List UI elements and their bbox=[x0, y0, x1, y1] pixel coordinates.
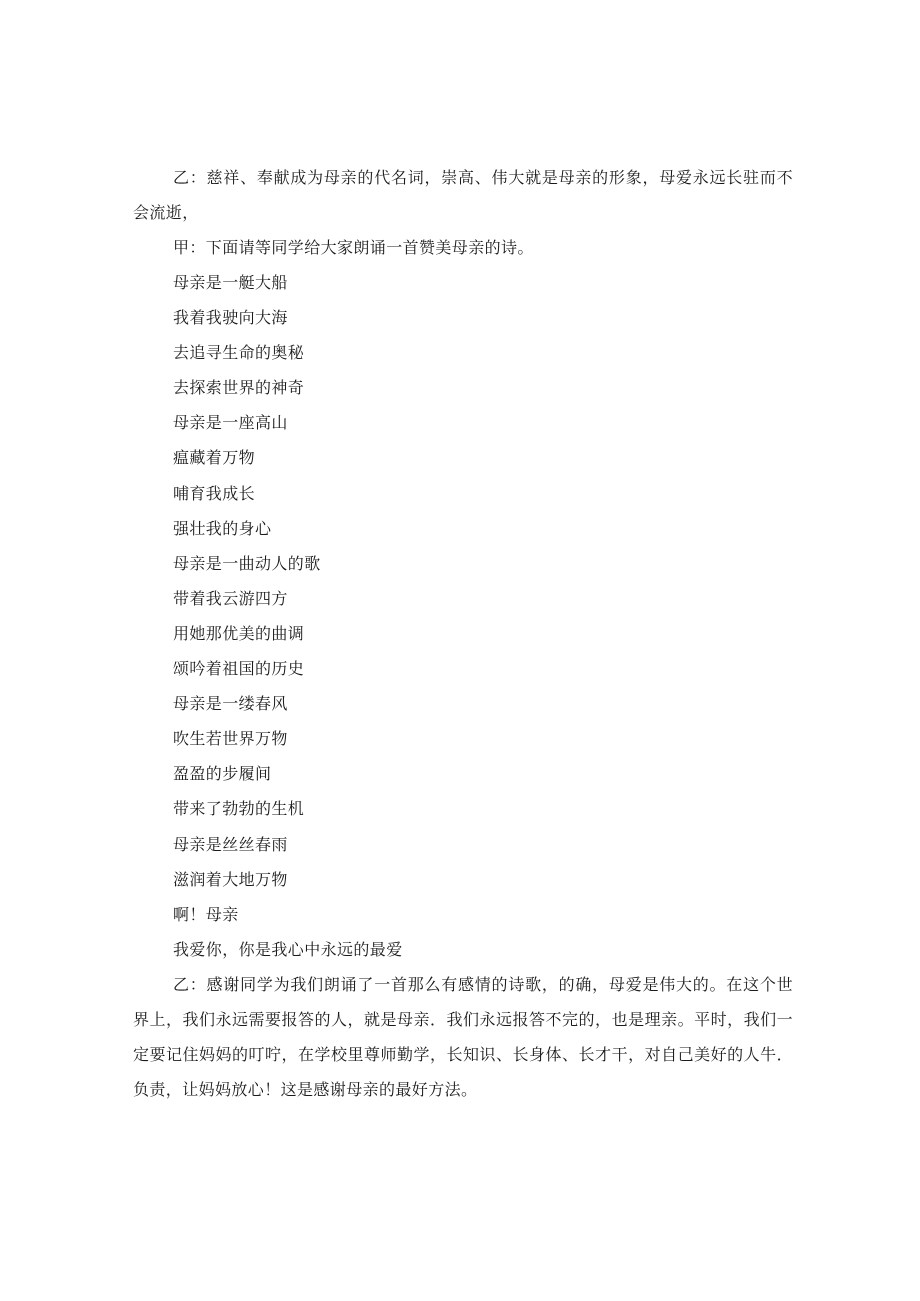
document-body bbox=[133, 160, 793, 1107]
poem-line: 啊！母亲 bbox=[173, 904, 239, 924]
poem-line: 强壮我的身心 bbox=[173, 518, 272, 538]
poem-line: 用她那优美的曲调 bbox=[173, 623, 305, 643]
poem-line: 瘟藏着万物 bbox=[173, 448, 256, 468]
poem-line: 带着我云游四方 bbox=[173, 588, 288, 608]
poem-line: 我爱你，你是我心中永远的最爱 bbox=[173, 939, 403, 959]
poem-line: 哺育我成长 bbox=[173, 483, 256, 503]
paragraph-dialogue-yi-1: 乙：慈祥、奉献成为母亲的代名词，崇高、伟大就是母亲的形象，母爱永远长驻而不会流逝， bbox=[133, 168, 793, 222]
poem-line: 带来了勃勃的生机 bbox=[173, 799, 305, 819]
poem-line: 母亲是一座高山 bbox=[173, 413, 288, 433]
poem-line: 吹生若世界万物 bbox=[173, 729, 288, 749]
poem-line: 我着我驶向大海 bbox=[173, 308, 288, 328]
poem-line: 母亲是丝丝春雨 bbox=[173, 834, 288, 854]
poem-line: 母亲是一艇大船 bbox=[173, 273, 288, 292]
poem bbox=[133, 265, 793, 967]
poem-line: 母亲是一曲动人的歌 bbox=[173, 553, 321, 573]
poem-line: 去追寻生命的奥秘 bbox=[173, 343, 305, 363]
paragraph-dialogue-jia: 甲：下面请等同学给大家朗诵一首赞美母亲的诗。 bbox=[173, 238, 534, 257]
poem-line: 母亲是一缕春风 bbox=[173, 694, 288, 714]
paragraph-dialogue-yi-2: 乙：感谢同学为我们朗诵了一首那么有感情的诗歌，的确，母爱是伟大的。在这个世界上，我们永远需要报答的人，就是母亲．我们永远报答不完的，也是理亲。平时，我们一定要记住妈妈的叮咛，在学校里尊师勤学，长知识、长身体、长才干，对自己美好的人牛．负责，让妈妈放心！这是感谢母亲的最好方法。 bbox=[133, 974, 793, 1099]
poem-line: 盈盈的步履间 bbox=[173, 764, 272, 784]
poem-line: 去探索世界的神奇 bbox=[173, 378, 305, 398]
poem-line: 滋润着大地万物 bbox=[173, 869, 288, 889]
poem-line: 颂吟着祖国的历史 bbox=[173, 659, 305, 679]
